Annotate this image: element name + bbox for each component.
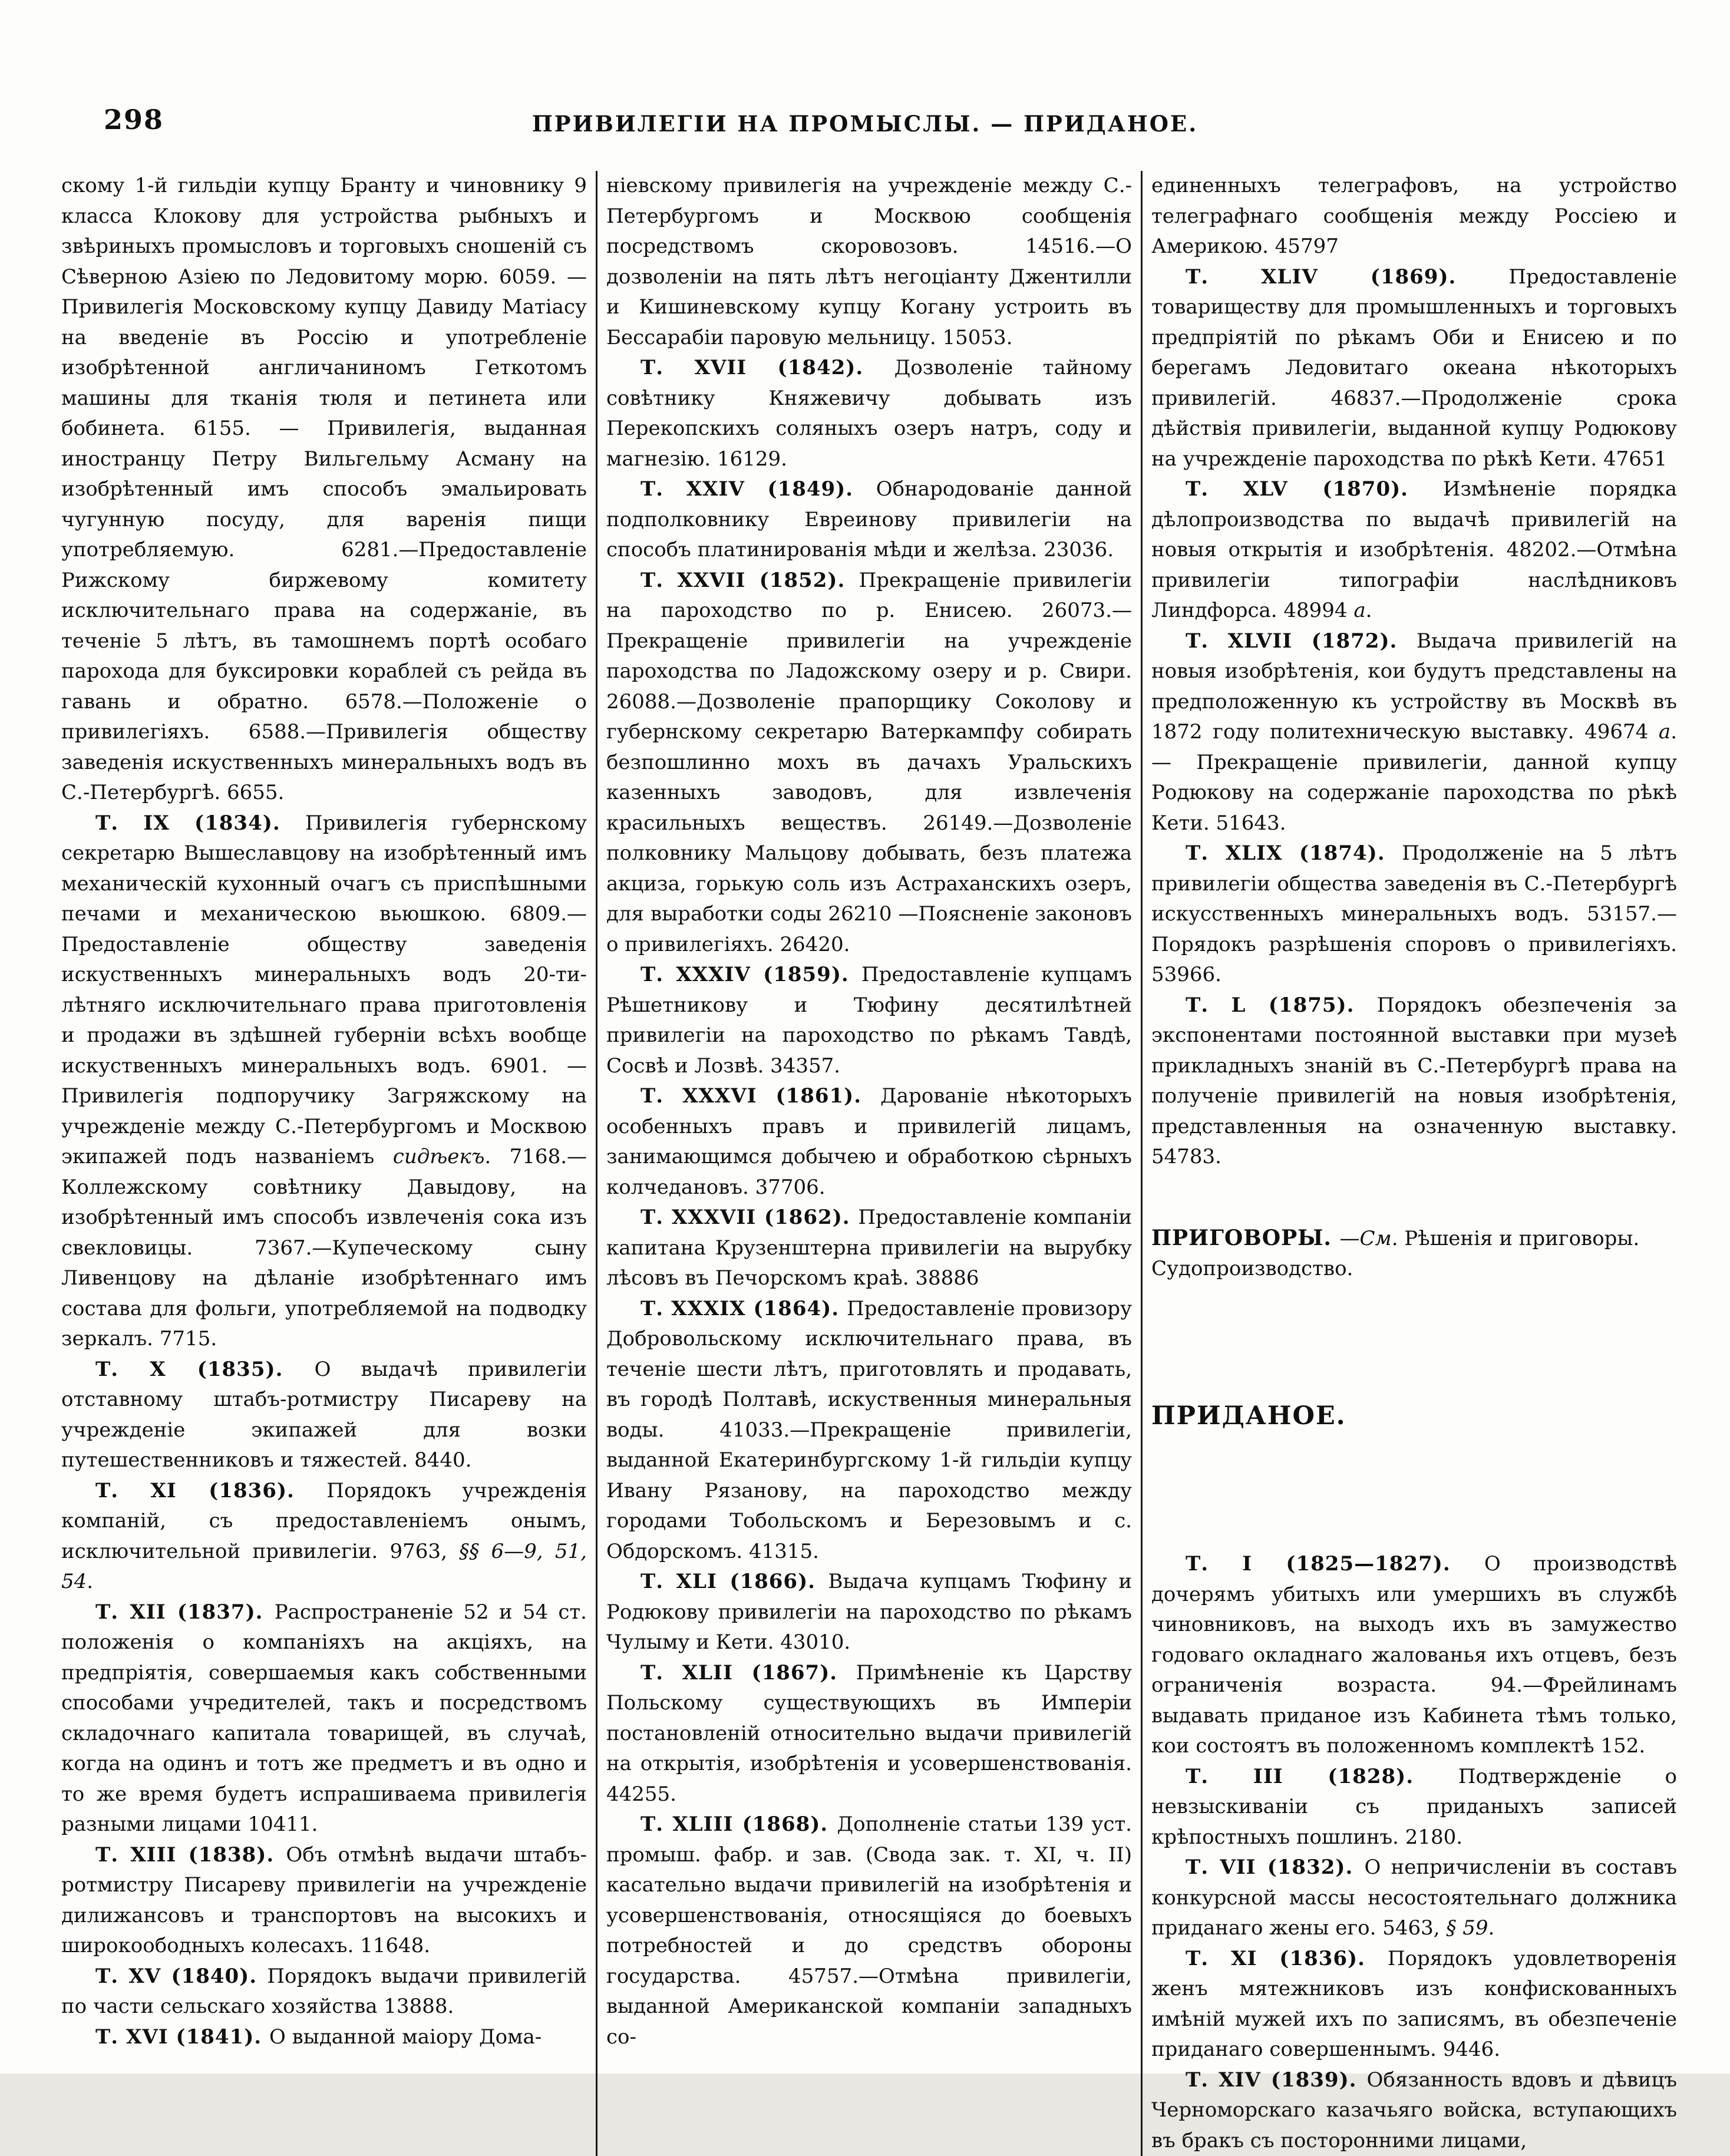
entry-text: ніевскому привилегія на учрежденіе между С.-Петербургомъ и Москвою сообщенія посредствомъ скоровозовъ. 14516.—О дозволеніи на пять лѣтъ негоціанту Джентилли и Кишиневскому купцу Когану устроить въ Бессарабіи паровую мельницу. 15053. (606, 174, 1132, 349)
column-3 (1151, 171, 1677, 2156)
entry-label: Т. XXXIX (1864). (641, 1297, 847, 1320)
entry-label: ПРИГОВОРЫ. (1151, 1226, 1339, 1250)
entry-text: Распространеніе 52 и 54 ст. положенія о компаніяхъ на акціяхъ, на предпріятія, совершаемыя какъ собственными способами учредителей, такъ и посредствомъ складочнаго капитала товарищей, въ случаѣ, когда на одинъ и тотъ же предметъ и въ одно и то же время будетъ испрашиваема привилегія разными лицами 10411. (61, 1600, 587, 1837)
entry-label: Т. XXIV (1849). (641, 477, 876, 501)
index-entry (606, 960, 1132, 1081)
index-entry (61, 171, 587, 808)
index-entry (1151, 262, 1677, 475)
entry-text: Дозволеніе тайному совѣтнику Княжевичу добывать изъ Перекопскихъ соляныхъ озеръ натръ, соду и магнезію. 16129. (606, 356, 1132, 471)
entry-text: О выданной маіору Дома- (269, 2025, 542, 2049)
entry-text: Обнародованіе данной подполковнику Евреинову привилегіи на способъ платинированія мѣди и желѣза. 23036. (606, 477, 1132, 562)
index-entry (61, 1355, 587, 1476)
entry-text: Выдача привилегій на новыя изобрѣтенія, кои будутъ представлены на предположенную къ устройству въ Москвѣ въ 1872 году политехническую выставку. 49674 a. — Прекращеніе привилегіи, данной купцу Родюкову на содержаніе пароходства по рѣкѣ Кети. 51643. (1151, 629, 1677, 835)
entry-text: скому 1-й гильдіи купцу Бранту и чиновнику 9 класса Клокову для устройства рыбныхъ и звѣриныхъ промысловъ и торговыхъ сношеній съ Сѣверною Азіею по Ледовитому морю. 6059. — Привилегія Московскому купцу Давиду Матіасу на введеніе въ Россію и употребленіе изобрѣтенной англичаниномъ Геткотомъ машины для тканія тюля и петинета или бобинета. 6155. — Привилегія, выданная иностранцу Петру Вильгельму Асману на изобрѣтенный имъ способъ эмальировать чугунную посуду, для варенія пищи употребляемую. 6281.—Предоставленіе Рижскому биржевому комитету исключительнаго права на содержаніе, въ теченіе 5 лѣтъ, въ тамошнемъ портѣ особаго парохода для буксировки кораблей съ рейда въ гавань и обратно. 6578.—Положеніе о привилегіяхъ. 6588.—Привилегія обществу заведенія искуственныхъ минеральныхъ водъ въ С.-Петербургѣ. 6655. (61, 174, 587, 804)
index-entry (1151, 1944, 1677, 2065)
column-divider (596, 171, 597, 2156)
entry-text: —См. Рѣшенія и приговоры. Судопроизводство. (1151, 1227, 1639, 1281)
entry-text: Измѣненіе порядка дѣлопроизводства по выдачѣ привилегій на новыя открытія и изобрѣтенія. 48202.—Отмѣна привилегіи типографіи наслѣдниковъ Линдфорса. 48994 a. (1151, 477, 1677, 622)
entry-label: Т. XXXIV (1859). (641, 963, 861, 986)
entry-text: О непричисленіи въ составъ конкурсной массы несостоятельнаго должника приданаго жены его. 5463, § 59. (1151, 1855, 1677, 1940)
running-title: ПРИВИЛЕГІИ НА ПРОМЫСЛЫ. — ПРИДАНОЕ. (0, 111, 1730, 137)
entry-label: Т. XLIII (1868). (641, 1812, 837, 1836)
column-divider (1141, 171, 1143, 2156)
page-number: 298 (104, 104, 164, 136)
entry-label: Т. XI (1836). (95, 1479, 326, 1503)
entry-label: Т. XLIX (1874). (1186, 841, 1402, 865)
entry-label: Т. XVII (1842). (641, 356, 894, 379)
entry-label: Т. XI (1836). (1186, 1947, 1388, 1970)
entry-text: Порядокъ учрежденія компаній, съ предоставленіемъ онымъ, исключительной привилегіи. 9763, §§ 6—9, 51, 54. (61, 1479, 587, 1594)
entry-label: Т. IX (1834). (95, 811, 305, 835)
entry-text: Обязанность вдовъ и дѣвицъ Черноморскаго казачьяго войска, вступающихъ въ бракъ съ посторонними лицами, (1151, 2068, 1677, 2152)
index-entry (606, 566, 1132, 960)
cross-reference-entry (1151, 1223, 1677, 1285)
index-entry (1151, 838, 1677, 990)
entry-text: Подтвержденіе о невзыскиваніи съ приданыхъ записей крѣпостныхъ пошлинъ. 2180. (1151, 1765, 1677, 1849)
entry-label: Т. XLVII (1872). (1186, 629, 1417, 653)
entry-label: Т. XVI (1841). (95, 2025, 269, 2049)
text-columns (61, 171, 1677, 2156)
entry-label: Т. XLIV (1869). (1186, 265, 1508, 289)
index-entry (606, 1294, 1132, 1567)
index-entry (1151, 1762, 1677, 1853)
entry-text: Дарованіе нѣкоторыхъ особенныхъ правъ и привилегій лицамъ, занимающимся добычею и обработкою сѣрныхъ колчедановъ. 37706. (606, 1084, 1132, 1199)
entry-label: Т. XXVII (1852). (641, 569, 859, 592)
entry-text: Порядокъ выдачи привилегій по части сельскаго хозяйства 13888. (61, 1964, 587, 2019)
index-entry (1151, 1853, 1677, 1944)
entry-label: Т. XLII (1867). (641, 1661, 856, 1685)
index-entry (1151, 2065, 1677, 2156)
index-entry (61, 808, 587, 1355)
entry-text: Примѣненіе къ Царству Польскому существующихъ въ Имперіи постановленій относительно выдачи привилегій на открытія, изобрѣтенія и усовершенствованія. 44255. (606, 1661, 1132, 1806)
index-entry (61, 2022, 587, 2053)
index-entry (606, 1810, 1132, 2052)
entry-text: Предоставленіе товариществу для промышленныхъ и торговыхъ предпріятій по рѣкамъ Оби и Енисею и по берегамъ Ледовитаго океана нѣкоторыхъ привилегій. 46837.—Продолженіе срока дѣйствія привилегіи, выданной купцу Родюкову на учрежденіе пароходства по рѣкѣ Кети. 47651 (1151, 265, 1677, 471)
index-entry (606, 1658, 1132, 1810)
section-heading: ПРИДАНОЕ. (1151, 1401, 1677, 1432)
index-entry (1151, 626, 1677, 839)
index-entry (606, 171, 1132, 353)
entry-text: О производствѣ дочерямъ убитыхъ или умершихъ въ службѣ чиновниковъ, на выходъ ихъ въ замужество годоваго окладнаго жалованья ихъ отцевъ, безъ ограниченія возраста. 94.—Фрейлинамъ выдавать приданое изъ Кабинета тѣмъ только, кои состоятъ въ положенномъ комплектѣ 152. (1151, 1552, 1677, 1758)
index-entry (1151, 171, 1677, 262)
entry-label: Т. XXXVII (1862). (641, 1206, 858, 1229)
entry-text: Порядокъ обезпеченія за экспонентами постоянной выставки при музеѣ прикладныхъ знаній въ С.-Петербургѣ права на полученіе привилегій на новыя изобрѣтенія, представленныя на означенную выставку. 54783. (1151, 993, 1677, 1169)
index-entry (61, 1840, 587, 1962)
entry-text: Дополненіе статьи 139 уст. промыш. фабр. и зав. (Свода зак. т. XI, ч. II) касательно выдачи привилегій на изобрѣтенія и усовершенствованія, относящіяся до боевыхъ потребностей и до средствъ обороны государства. 45757.—Отмѣна привилегіи, выданной Американской компаніи западныхъ со- (606, 1812, 1132, 2049)
entry-label: Т. XLI (1866). (641, 1570, 828, 1593)
entry-label: Т. XXXVI (1861). (641, 1084, 880, 1108)
entry-text: Продолженіе на 5 лѣтъ привилегіи общества заведенія въ С.-Петербургѣ искусственныхъ минеральныхъ водъ. 53157.—Порядокъ разрѣшенія споровъ о привилегіяхъ. 53966. (1151, 841, 1677, 986)
entry-label: Т. XIII (1838). (95, 1843, 286, 1867)
entry-label: Т. XIV (1839). (1186, 2068, 1367, 2092)
entry-label: Т. VII (1832). (1186, 1855, 1365, 1879)
entry-text: Порядокъ удовлетворенія женъ мятежниковъ изъ конфискованныхъ имѣній мужей ихъ по записямъ, въ обезпеченіе приданаго совершеннымъ. 9446. (1151, 1947, 1677, 2062)
entry-text: Предоставленіе компаніи капитана Крузенштерна привилегіи на вырубку лѣсовъ въ Печорскомъ краѣ. 38886 (606, 1206, 1132, 1290)
entry-label: Т. X (1835). (95, 1358, 315, 1381)
entry-text: Объ отмѣнѣ выдачи штабъ-ротмистру Писареву привилегіи на учрежденіе дилижансовъ и транспортовъ на высокихъ и широкоободныхъ колесахъ. 11648. (61, 1843, 587, 1958)
index-entry (1151, 990, 1677, 1173)
entry-text: Предоставленіе провизору Добровольскому исключительнаго права, въ теченіе шести лѣтъ, приготовлять и продавать, въ городѣ Полтавѣ, искуственныя минеральныя воды. 41033.—Прекращеніе привилегіи, выданной Екатеринбургскому 1-й гильдіи купцу Ивану Рязанову, на пароходство между городами Тобольскомъ и Березовымъ и с. Обдорскомъ. 41315. (606, 1297, 1132, 1563)
index-entry (61, 1597, 587, 1840)
entry-label: Т. XLV (1870). (1186, 477, 1443, 501)
column-1 (61, 171, 587, 2156)
entry-label: Т. L (1875). (1186, 993, 1377, 1017)
index-entry (606, 353, 1132, 474)
entry-text: Выдача купцамъ Тюфину и Родюкову привилегіи на пароходство по рѣкамъ Чулыму и Кети. 43010. (606, 1570, 1132, 1654)
index-entry (61, 1962, 587, 2022)
entry-text: Привилегія губернскому секретарю Вышеславцову на изобрѣтенный имъ механическій кухонный очагъ съ приспѣшными печами и механическою вьюшкою. 6809.—Предоставленіе обществу заведенія искуственныхъ минеральныхъ водъ 20-ти-лѣтняго исключительнаго права приготовленія и продажи въ здѣшней губерніи всѣхъ вообще искуственныхъ минеральныхъ водъ. 6901. — Привилегія подпоручику Загряжскому на учрежденіе между С.-Петербургомъ и Москвою экипажей подъ названіемъ сидѣекъ. 7168.— Коллежскому совѣтнику Давыдову, на изобрѣтенный имъ способъ извлеченія сока изъ свекловицы. 7367.—Купеческому сыну Ливенцову на дѣланіе изобрѣтеннаго имъ состава для фольги, употребляемой на подводку зеркалъ. 7715. (61, 811, 587, 1351)
entry-label: Т. XV (1840). (95, 1964, 267, 1988)
index-entry (61, 1476, 587, 1597)
entry-label: Т. I (1825—1827). (1186, 1552, 1484, 1576)
entry-text: Предоставленіе купцамъ Рѣшетникову и Тюфину десятилѣтней привилегіи на пароходство по рѣкамъ Тавдѣ, Сосвѣ и Лозвѣ. 34357. (606, 963, 1132, 1078)
entry-text: единенныхъ телеграфовъ, на устройство телеграфнаго сообщенія между Россіею и Америкою. 45797 (1151, 174, 1677, 258)
entry-text: О выдачѣ привилегіи отставному штабъ-ротмистру Писареву на учрежденіе экипажей для возки путешественниковъ и тяжестей. 8440. (61, 1358, 587, 1472)
entry-text: Прекращеніе привилегіи на пароходство по р. Енисею. 26073.—Прекращеніе привилегіи на учрежденіе пароходства по Ладожскому озеру и р. Свири. 26088.—Дозволеніе прапорщику Соколову и губернскому секретарю Ватеркампфу собирать безпошлинно мохъ въ дачахъ Уральскихъ казенныхъ заводовъ, для извлеченія красильныхъ веществъ. 26149.—Дозволеніе полковнику Мальцову добывать, безъ платежа акциза, горькую соль изъ Астраханскихъ озеръ, для выработки соды 26210 —Поясненіе законовъ о привилегіяхъ. 26420. (606, 569, 1132, 956)
index-entry (606, 474, 1132, 566)
index-entry (606, 1203, 1132, 1294)
entry-label: Т. XII (1837). (95, 1600, 275, 1624)
index-entry (606, 1567, 1132, 1658)
index-entry (1151, 1549, 1677, 1762)
index-entry (1151, 474, 1677, 626)
index-entry (606, 1081, 1132, 1203)
column-2 (606, 171, 1132, 2156)
entry-label: Т. III (1828). (1186, 1765, 1458, 1788)
